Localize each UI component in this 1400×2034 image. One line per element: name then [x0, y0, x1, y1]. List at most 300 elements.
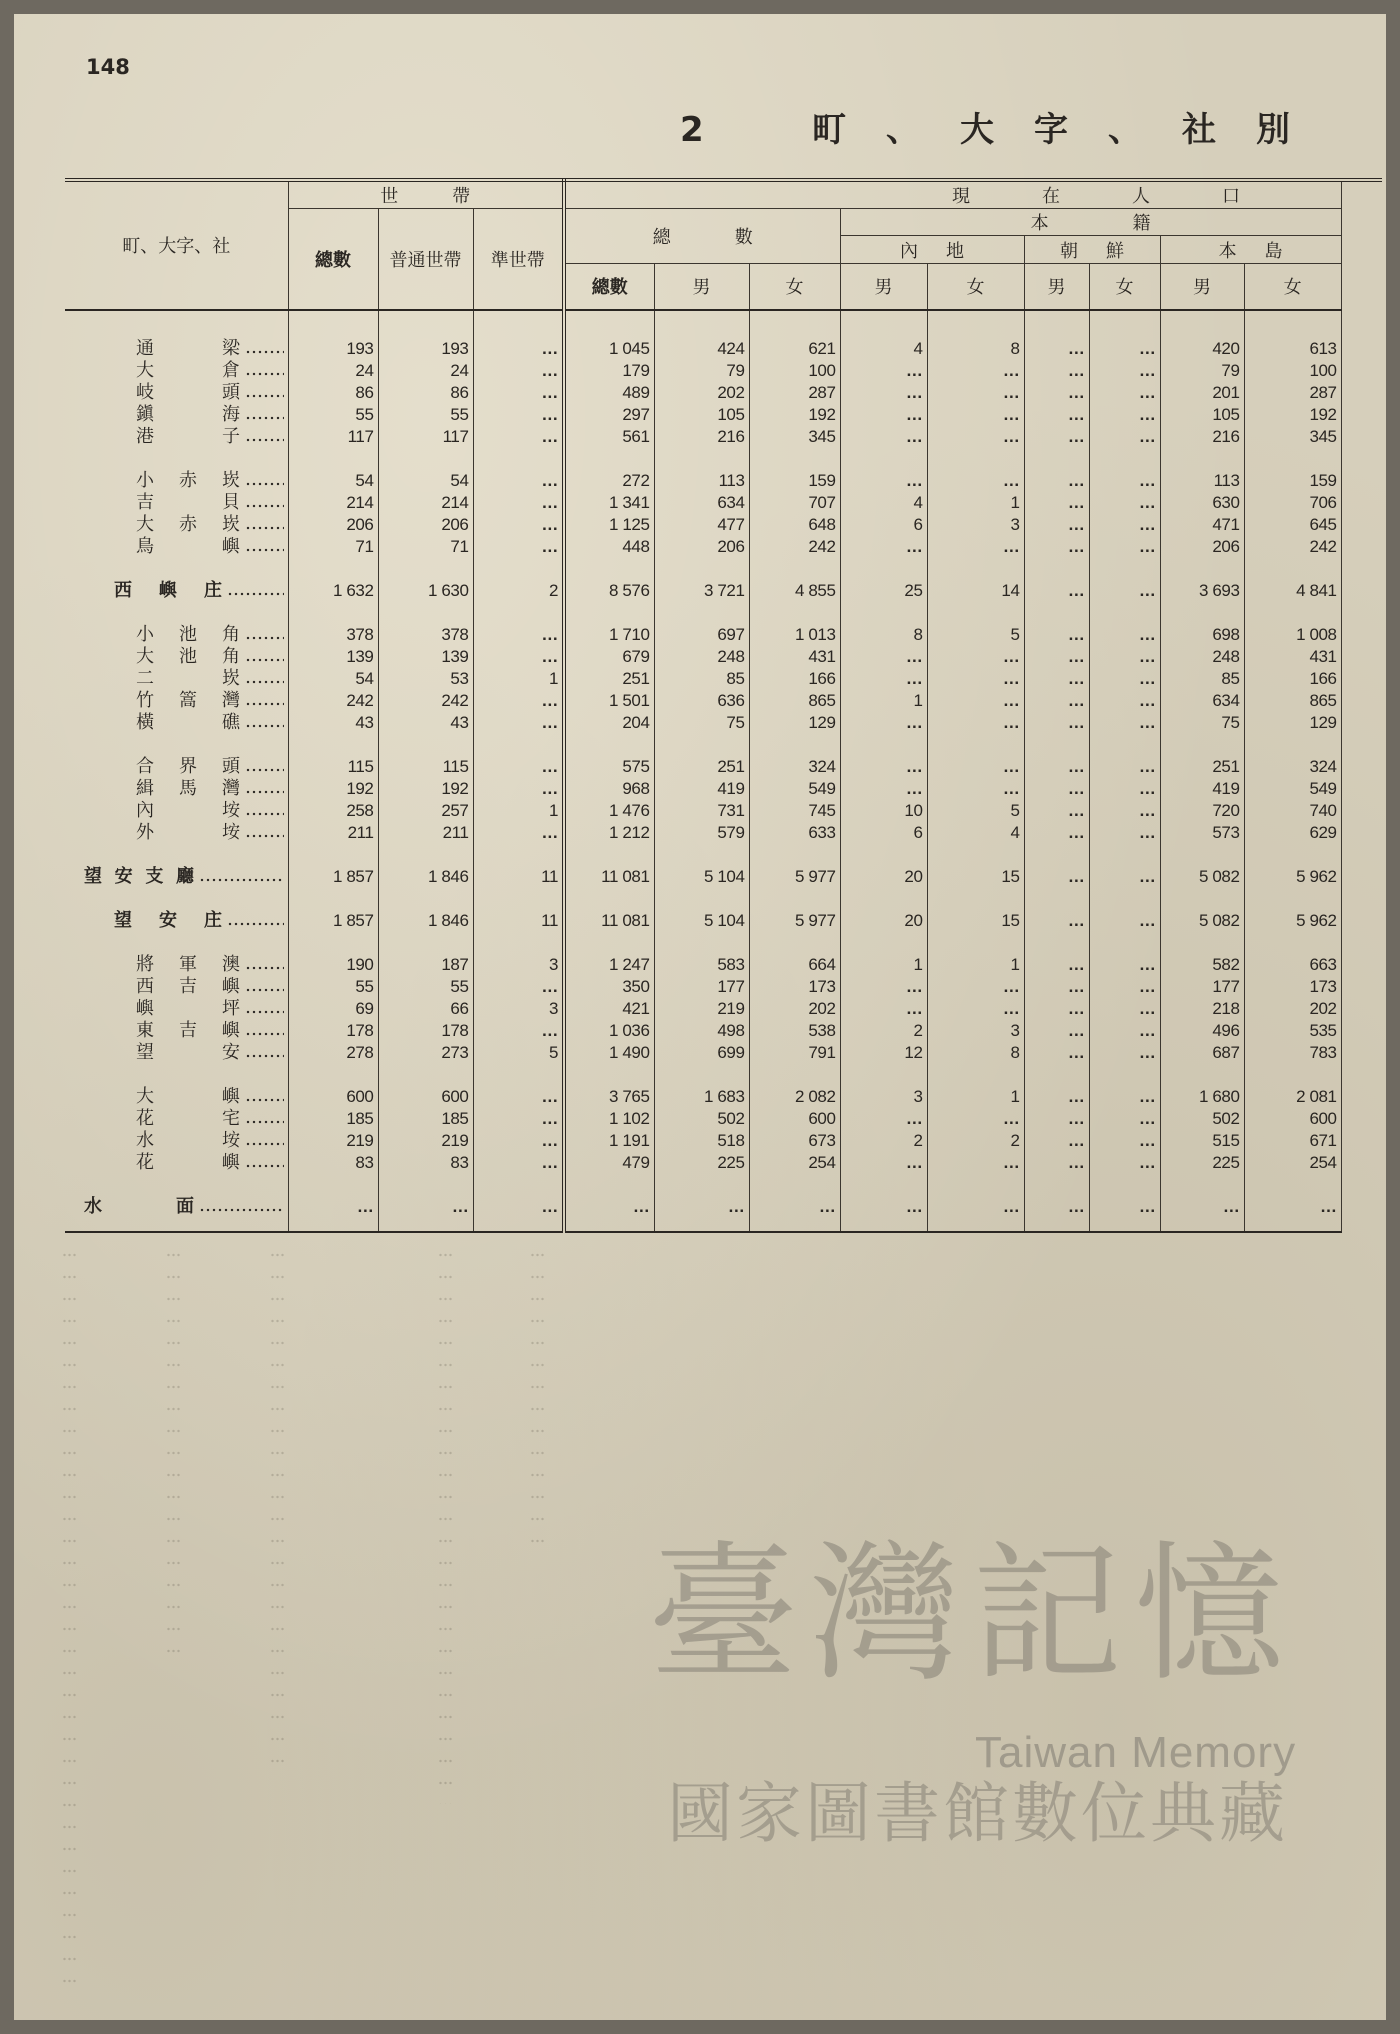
dot-leader	[245, 998, 284, 1020]
spacer-cell	[473, 1174, 564, 1196]
taiwan-male-cell: 634	[1160, 690, 1244, 712]
korea-female-cell: …	[1089, 866, 1160, 888]
header-households-group	[288, 180, 564, 209]
row-label-wrap	[65, 866, 288, 888]
table-row	[65, 822, 1341, 844]
spacer-cell	[1244, 844, 1341, 866]
population-female-cell: 5 977	[749, 910, 840, 932]
spacer-cell	[564, 932, 654, 954]
households-ordinary-cell: 185	[378, 1108, 473, 1130]
row-label-wrap	[65, 712, 288, 734]
watermark-logo: 臺灣記憶	[648, 1528, 1297, 1702]
naichi-male-cell: 6	[840, 822, 927, 844]
spacer-row	[65, 888, 1341, 910]
spacer-cell	[473, 1064, 564, 1086]
spacer-cell	[288, 888, 378, 910]
taiwan-male-cell: 113	[1160, 470, 1244, 492]
taiwan-female-cell: 2 081	[1244, 1086, 1341, 1108]
korea-male-cell: …	[1024, 1130, 1089, 1152]
korea-female-cell: …	[1089, 954, 1160, 976]
taiwan-female-cell: 865	[1244, 690, 1341, 712]
naichi-female-cell: 15	[927, 910, 1024, 932]
spacer-cell	[473, 448, 564, 470]
naichi-female-cell: 8	[927, 338, 1024, 360]
row-label: 通梁	[136, 337, 240, 359]
taiwan-male-cell: 177	[1160, 976, 1244, 998]
header-naichi-text: 內地	[900, 240, 965, 262]
header-households-quasi: 準世帶	[473, 209, 564, 310]
population-female-cell: 1 013	[749, 624, 840, 646]
korea-female-cell: …	[1089, 580, 1160, 602]
spacer-cell	[288, 734, 378, 756]
taiwan-male-cell: 5 082	[1160, 910, 1244, 932]
households-quasi-cell: …	[473, 1152, 564, 1174]
households-total-cell: 24	[288, 360, 378, 382]
spacer-cell	[1024, 734, 1089, 756]
spacer-cell	[564, 1174, 654, 1196]
naichi-male-cell: 2	[840, 1130, 927, 1152]
taiwan-female-cell: 629	[1244, 822, 1341, 844]
taiwan-female-cell: 242	[1244, 536, 1341, 558]
population-total-cell: 1 212	[564, 822, 654, 844]
population-female-cell: 159	[749, 470, 840, 492]
korea-female-cell: …	[1089, 712, 1160, 734]
korea-male-cell: …	[1024, 646, 1089, 668]
row-label: 水面	[84, 1195, 194, 1217]
dot-leader	[245, 690, 284, 712]
naichi-male-cell: 1	[840, 690, 927, 712]
watermark-institution: 國家圖書館數位典藏	[667, 1775, 1288, 1852]
households-quasi-cell: …	[473, 470, 564, 492]
households-quasi-cell: …	[473, 712, 564, 734]
korea-male-cell: …	[1024, 426, 1089, 448]
spacer-cell	[564, 558, 654, 580]
korea-male-cell: …	[1024, 954, 1089, 976]
spacer-cell	[378, 1064, 473, 1086]
row-label-cell	[65, 492, 288, 514]
korea-male-cell: …	[1024, 624, 1089, 646]
dot-leader	[245, 1108, 284, 1130]
spacer-cell	[1160, 1174, 1244, 1196]
row-label: 竹篙灣	[136, 689, 240, 711]
korea-female-cell: …	[1089, 470, 1160, 492]
spacer-cell	[927, 602, 1024, 624]
spacer-cell	[1244, 1174, 1341, 1196]
table-row	[65, 624, 1341, 646]
row-label-cell	[65, 360, 288, 382]
korea-male-cell: …	[1024, 360, 1089, 382]
row-label: 嶼坪	[136, 997, 240, 1019]
spacer-row	[65, 1064, 1341, 1086]
households-ordinary-cell: 54	[378, 470, 473, 492]
table-row	[65, 1042, 1341, 1064]
header-korea	[1024, 236, 1160, 264]
households-ordinary-cell: 43	[378, 712, 473, 734]
spacer-cell	[65, 558, 288, 580]
households-total-cell: 1 857	[288, 866, 378, 888]
dot-leader	[245, 624, 284, 646]
row-label-cell	[65, 822, 288, 844]
taiwan-male-cell: 5 082	[1160, 866, 1244, 888]
households-ordinary-cell: 600	[378, 1086, 473, 1108]
spacer-cell	[564, 602, 654, 624]
population-total-cell: 679	[564, 646, 654, 668]
row-label-cell	[65, 514, 288, 536]
taiwan-male-cell: 720	[1160, 800, 1244, 822]
dot-leader	[245, 1152, 284, 1174]
spacer-row	[65, 844, 1341, 866]
korea-male-cell: …	[1024, 1108, 1089, 1130]
header-korea-female: 女	[1089, 264, 1160, 310]
households-ordinary-cell: 53	[378, 668, 473, 690]
naichi-male-cell: 2	[840, 1020, 927, 1042]
naichi-female-cell: …	[927, 470, 1024, 492]
row-label-wrap	[65, 954, 288, 976]
korea-female-cell: …	[1089, 492, 1160, 514]
spacer-cell	[564, 844, 654, 866]
households-total-cell: 117	[288, 426, 378, 448]
spacer-cell	[1160, 734, 1244, 756]
spacer-cell	[927, 1064, 1024, 1086]
households-ordinary-cell: 1 630	[378, 580, 473, 602]
taiwan-male-cell: 687	[1160, 1042, 1244, 1064]
spacer-cell	[378, 844, 473, 866]
korea-female-cell: …	[1089, 690, 1160, 712]
population-total-cell: 1 247	[564, 954, 654, 976]
households-quasi-cell: …	[473, 404, 564, 426]
spacer-cell	[1160, 448, 1244, 470]
spacer-cell	[1160, 844, 1244, 866]
households-total-cell: 178	[288, 1020, 378, 1042]
population-total-cell: 272	[564, 470, 654, 492]
households-quasi-cell: …	[473, 976, 564, 998]
households-total-cell: 206	[288, 514, 378, 536]
spacer-row	[65, 310, 1341, 338]
spacer-cell	[1089, 734, 1160, 756]
naichi-male-cell: …	[840, 360, 927, 382]
households-total-cell: 71	[288, 536, 378, 558]
spacer-cell	[840, 888, 927, 910]
taiwan-male-cell: 218	[1160, 998, 1244, 1020]
spacer-cell	[473, 844, 564, 866]
table-row	[65, 382, 1341, 404]
section-number: 2	[680, 110, 704, 150]
taiwan-male-cell: 420	[1160, 338, 1244, 360]
dot-leader	[245, 778, 284, 800]
table-row	[65, 690, 1341, 712]
dot-leader	[245, 1130, 284, 1152]
spacer-cell	[473, 558, 564, 580]
spacer-cell	[1024, 1064, 1089, 1086]
header-taiwan	[1160, 236, 1341, 264]
spacer-cell	[840, 602, 927, 624]
spacer-cell	[288, 448, 378, 470]
population-male-cell: 697	[654, 624, 749, 646]
naichi-female-cell: …	[927, 1196, 1024, 1218]
spacer-cell	[378, 602, 473, 624]
row-label-cell	[65, 646, 288, 668]
top-rule-extension	[1340, 178, 1382, 182]
table-row	[65, 426, 1341, 448]
spacer-cell	[654, 448, 749, 470]
table-row	[65, 668, 1341, 690]
population-male-cell: 85	[654, 668, 749, 690]
spacer-cell	[749, 1218, 840, 1232]
naichi-male-cell: …	[840, 1152, 927, 1174]
population-total-cell: 968	[564, 778, 654, 800]
spacer-cell	[1160, 932, 1244, 954]
households-ordinary-cell: 115	[378, 756, 473, 778]
households-quasi-cell: 3	[473, 954, 564, 976]
naichi-male-cell: …	[840, 470, 927, 492]
naichi-male-cell: …	[840, 426, 927, 448]
dot-leader	[199, 1196, 284, 1218]
households-ordinary-cell: 192	[378, 778, 473, 800]
households-ordinary-cell: 66	[378, 998, 473, 1020]
naichi-female-cell: …	[927, 756, 1024, 778]
header-taiwan-female: 女	[1244, 264, 1341, 310]
korea-female-cell: …	[1089, 1020, 1160, 1042]
korea-male-cell: …	[1024, 492, 1089, 514]
row-label-cell	[65, 536, 288, 558]
row-label: 大池角	[136, 645, 240, 667]
row-label-wrap	[65, 382, 288, 404]
households-ordinary-cell: 24	[378, 360, 473, 382]
table-row	[65, 910, 1341, 932]
table-body	[65, 310, 1341, 1232]
population-female-cell: 173	[749, 976, 840, 998]
row-label-wrap	[65, 514, 288, 536]
households-quasi-cell: …	[473, 756, 564, 778]
taiwan-female-cell: 324	[1244, 756, 1341, 778]
spacer-cell	[288, 602, 378, 624]
korea-female-cell: …	[1089, 778, 1160, 800]
naichi-male-cell: 25	[840, 580, 927, 602]
naichi-male-cell: …	[840, 1196, 927, 1218]
spacer-cell	[1244, 734, 1341, 756]
row-label-wrap	[65, 778, 288, 800]
naichi-female-cell: 2	[927, 1130, 1024, 1152]
bleed-through-marks	[270, 1244, 284, 1764]
population-male-cell: 502	[654, 1108, 749, 1130]
table-row	[65, 1086, 1341, 1108]
population-total-cell: 251	[564, 668, 654, 690]
population-female-cell: 673	[749, 1130, 840, 1152]
spacer-cell	[65, 844, 288, 866]
row-label: 小池角	[136, 623, 240, 645]
households-ordinary-cell: 83	[378, 1152, 473, 1174]
spacer-cell	[654, 844, 749, 866]
taiwan-female-cell: 613	[1244, 338, 1341, 360]
households-total-cell: 190	[288, 954, 378, 976]
population-male-cell: 477	[654, 514, 749, 536]
bleed-through-marks	[438, 1244, 452, 1804]
korea-male-cell: …	[1024, 338, 1089, 360]
spacer-row	[65, 1218, 1341, 1232]
spacer-cell	[749, 932, 840, 954]
taiwan-male-cell: 216	[1160, 426, 1244, 448]
population-male-cell: 634	[654, 492, 749, 514]
spacer-cell	[1244, 310, 1341, 338]
header-label-column	[65, 180, 288, 310]
households-total-cell: 211	[288, 822, 378, 844]
households-quasi-cell: 11	[473, 910, 564, 932]
row-label: 西嶼庄	[114, 579, 222, 601]
page-number: 148	[86, 55, 130, 79]
spacer-cell	[654, 932, 749, 954]
taiwan-male-cell: 1 680	[1160, 1086, 1244, 1108]
households-total-cell: 83	[288, 1152, 378, 1174]
korea-female-cell: …	[1089, 404, 1160, 426]
spacer-cell	[378, 1218, 473, 1232]
population-female-cell: 621	[749, 338, 840, 360]
header-population-total-text: 總數	[652, 227, 753, 248]
spacer-cell	[1089, 558, 1160, 580]
population-female-cell: 2 082	[749, 1086, 840, 1108]
spacer-cell	[288, 558, 378, 580]
naichi-female-cell: 8	[927, 1042, 1024, 1064]
taiwan-female-cell: 706	[1244, 492, 1341, 514]
row-label-cell	[65, 712, 288, 734]
spacer-cell	[65, 932, 288, 954]
households-ordinary-cell: 71	[378, 536, 473, 558]
spacer-cell	[1244, 602, 1341, 624]
korea-female-cell: …	[1089, 1042, 1160, 1064]
spacer-cell	[654, 734, 749, 756]
naichi-male-cell: …	[840, 382, 927, 404]
korea-male-cell: …	[1024, 470, 1089, 492]
naichi-female-cell: …	[927, 976, 1024, 998]
spacer-cell	[1024, 448, 1089, 470]
row-label-cell	[65, 998, 288, 1020]
population-male-cell: 202	[654, 382, 749, 404]
row-label-wrap	[65, 1086, 288, 1108]
korea-male-cell: …	[1024, 514, 1089, 536]
households-ordinary-cell: 219	[378, 1130, 473, 1152]
households-quasi-cell: …	[473, 1130, 564, 1152]
spacer-cell	[927, 1174, 1024, 1196]
households-ordinary-cell: 55	[378, 976, 473, 998]
population-male-cell: 113	[654, 470, 749, 492]
households-quasi-cell: …	[473, 624, 564, 646]
spacer-cell	[1089, 1218, 1160, 1232]
row-label-cell	[65, 1086, 288, 1108]
row-label: 水垵	[136, 1129, 240, 1151]
taiwan-female-cell: 166	[1244, 668, 1341, 690]
households-quasi-cell: 5	[473, 1042, 564, 1064]
table-row	[65, 800, 1341, 822]
row-label-cell	[65, 1108, 288, 1130]
korea-female-cell: …	[1089, 514, 1160, 536]
households-total-cell: …	[288, 1196, 378, 1218]
population-female-cell: 633	[749, 822, 840, 844]
naichi-male-cell: …	[840, 756, 927, 778]
spacer-cell	[1244, 888, 1341, 910]
taiwan-male-cell: 582	[1160, 954, 1244, 976]
row-label: 吉貝	[136, 491, 240, 513]
households-total-cell: 43	[288, 712, 378, 734]
naichi-female-cell: …	[927, 1152, 1024, 1174]
spacer-cell	[288, 1174, 378, 1196]
spacer-cell	[1089, 602, 1160, 624]
spacer-cell	[654, 602, 749, 624]
dot-leader	[199, 866, 284, 888]
spacer-row	[65, 1174, 1341, 1196]
households-total-cell: 214	[288, 492, 378, 514]
header-households-text: 世帶	[380, 186, 471, 207]
spacer-cell	[1024, 932, 1089, 954]
dot-leader	[245, 712, 284, 734]
naichi-female-cell: …	[927, 360, 1024, 382]
row-label-cell	[65, 690, 288, 712]
spacer-cell	[1244, 1064, 1341, 1086]
spacer-cell	[378, 734, 473, 756]
korea-male-cell: …	[1024, 1196, 1089, 1218]
naichi-male-cell: …	[840, 778, 927, 800]
header-korea-text: 朝鮮	[1060, 240, 1125, 262]
korea-female-cell: …	[1089, 800, 1160, 822]
spacer-cell	[749, 888, 840, 910]
row-label: 岐頭	[136, 381, 240, 403]
korea-female-cell: …	[1089, 624, 1160, 646]
table-row	[65, 1130, 1341, 1152]
naichi-male-cell: …	[840, 976, 927, 998]
taiwan-male-cell: 419	[1160, 778, 1244, 800]
spacer-row	[65, 602, 1341, 624]
row-label-cell	[65, 954, 288, 976]
households-quasi-cell: …	[473, 1020, 564, 1042]
naichi-male-cell: …	[840, 646, 927, 668]
spacer-cell	[1089, 448, 1160, 470]
dot-leader	[245, 954, 284, 976]
taiwan-female-cell: 173	[1244, 976, 1341, 998]
spacer-cell	[1160, 888, 1244, 910]
households-total-cell: 1 857	[288, 910, 378, 932]
households-total-cell: 219	[288, 1130, 378, 1152]
dot-leader	[245, 514, 284, 536]
spacer-cell	[1089, 310, 1160, 338]
population-female-cell: 664	[749, 954, 840, 976]
households-total-cell: 55	[288, 404, 378, 426]
households-total-cell: 55	[288, 976, 378, 998]
households-total-cell: 192	[288, 778, 378, 800]
spacer-cell	[1089, 1174, 1160, 1196]
header-row	[65, 180, 1341, 209]
spacer-cell	[1244, 932, 1341, 954]
population-total-cell: 1 490	[564, 1042, 654, 1064]
naichi-male-cell: 3	[840, 1086, 927, 1108]
taiwan-male-cell: 201	[1160, 382, 1244, 404]
population-total-cell: 489	[564, 382, 654, 404]
table-row	[65, 536, 1341, 558]
row-label-cell	[65, 668, 288, 690]
spacer-cell	[654, 310, 749, 338]
population-total-cell: …	[564, 1196, 654, 1218]
table-row	[65, 404, 1341, 426]
spacer-cell	[473, 734, 564, 756]
spacer-row	[65, 734, 1341, 756]
korea-female-cell: …	[1089, 1130, 1160, 1152]
spacer-cell	[378, 448, 473, 470]
households-quasi-cell: …	[473, 536, 564, 558]
korea-female-cell: …	[1089, 668, 1160, 690]
population-male-cell: 579	[654, 822, 749, 844]
population-total-cell: 179	[564, 360, 654, 382]
spacer-cell	[564, 888, 654, 910]
row-label: 鎭海	[136, 403, 240, 425]
korea-female-cell: …	[1089, 426, 1160, 448]
population-male-cell: 206	[654, 536, 749, 558]
